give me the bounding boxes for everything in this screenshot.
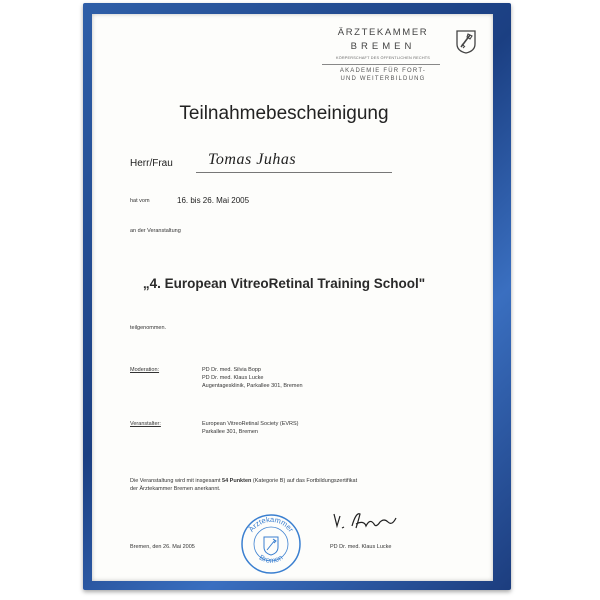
organizer-line: European VitreoRetinal Society (EVRS) (202, 421, 299, 427)
points-line2: der Ärztekammer Bremen anerkannt. (130, 486, 221, 492)
moderation-line: Augentagesklinik, Parkallee 301, Bremen (202, 383, 303, 389)
academy-line2: UND WEITERBILDUNG (340, 76, 426, 82)
moderation-line: PD Dr. med. Silvia Bopp (202, 367, 261, 373)
org-name-line1: ÄRZTEKAMMER (337, 27, 429, 38)
salutation-label: Herr/Frau (130, 158, 173, 169)
moderation-block (202, 366, 303, 390)
header-divider (322, 64, 440, 65)
svg-text:Bremen: Bremen (257, 552, 285, 565)
event-title: „4. European VitreoRetinal Training School" (142, 276, 426, 291)
bremen-key-crest-icon (456, 30, 476, 54)
certificate-paper (92, 14, 493, 581)
participant-name: Tomas Juhas (208, 151, 297, 168)
date-range: 16. bis 26. Mai 2005 (177, 196, 250, 205)
organizer-line: Parkallee 301, Bremen (202, 429, 258, 435)
moderation-line: PD Dr. med. Klaus Lucke (202, 375, 264, 381)
academy-line1: AKADEMIE FÜR FORT- (339, 68, 427, 74)
organizer-label: Veranstalter: (130, 421, 161, 427)
points-text-post: (Kategorie B) auf das Fortbildungszertifikat (251, 478, 358, 484)
academy-name (320, 67, 446, 83)
date-prefix: hat vom (130, 198, 150, 204)
event-prefix: an der Veranstaltung (130, 228, 181, 234)
participated-text: teilgenommen. (130, 325, 167, 331)
official-seal-stamp (240, 513, 302, 575)
points-bold: 54 Punkten (222, 478, 252, 484)
points-line1 (130, 477, 475, 485)
signatory-name: PD Dr. med. Klaus Lucke (330, 544, 392, 550)
org-subtitle: KÖRPERSCHAFT DES ÖFFENTLICHEN RECHTS (335, 56, 431, 60)
svg-text:Ärztekammer: Ärztekammer (246, 514, 296, 534)
org-name-line2: BREMEN (350, 41, 416, 52)
organizer-block (202, 420, 299, 436)
place-date: Bremen, den 26. Mai 2005 (130, 544, 195, 550)
certificate-title: Teilnahmebescheinigung (179, 103, 389, 124)
name-underline (196, 172, 392, 173)
points-statement (130, 477, 475, 493)
points-text-pre: Die Veranstaltung wird mit insgesamt (130, 478, 223, 484)
moderation-label: Moderation: (130, 367, 160, 373)
handwritten-signature (330, 506, 410, 536)
